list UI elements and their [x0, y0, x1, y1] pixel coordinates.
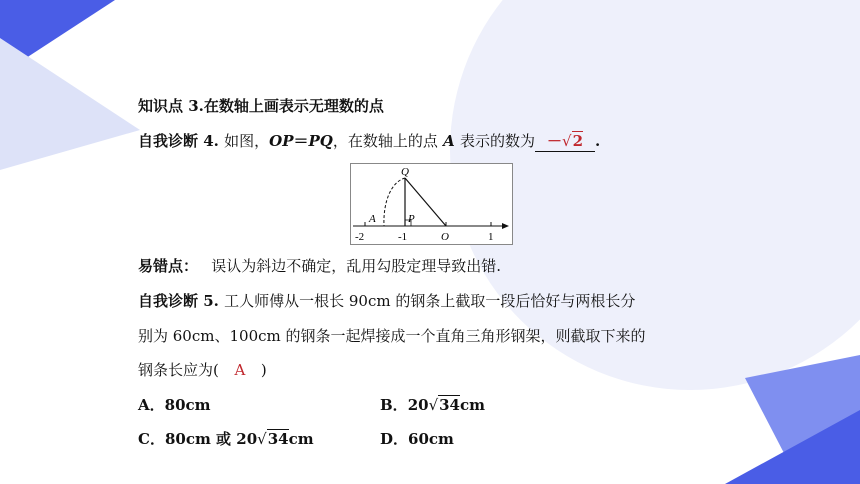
- choice-c-unit: cm: [288, 430, 314, 448]
- q4-answer-sqrt: [562, 131, 583, 151]
- knowledge-point-heading: [138, 96, 384, 116]
- choice-a-value: 80cm: [164, 396, 211, 414]
- choice-a[interactable]: [138, 395, 211, 415]
- number-line-figure: [350, 163, 513, 245]
- q5-answer: A: [234, 361, 246, 379]
- arc-dashed: [384, 178, 405, 226]
- choice-b-radicand: 34: [439, 396, 460, 414]
- choice-c[interactable]: [138, 429, 314, 449]
- choice-c-label: C．: [138, 430, 165, 448]
- question-5-line-1: [138, 291, 635, 311]
- q4-end: .: [595, 132, 601, 150]
- q4-eq: ＝: [293, 132, 309, 150]
- q4-text-1: 如图，: [224, 132, 270, 150]
- number-line-diagram: [351, 164, 512, 244]
- sqrt-sign-icon: √: [257, 430, 267, 448]
- q4-answer-radicand: 2: [572, 132, 584, 150]
- sqrt-sign-icon: √: [428, 396, 439, 414]
- choice-b-sqrt: [429, 395, 460, 415]
- choice-d-value: 60cm: [408, 430, 454, 448]
- question-5-line-2: [138, 326, 646, 346]
- label-Q: Q: [401, 166, 409, 178]
- choice-b-coef: 20: [407, 396, 429, 414]
- tick-label-minus-1: -1: [398, 231, 408, 243]
- q4-prefix: 自我诊断 4.: [138, 132, 219, 150]
- q5-line-2: 别为 60cm、100cm 的钢条一起焊接成一个直角三角形钢架，则截取下来的: [138, 327, 646, 345]
- error-point-text: 误认为斜边不确定，乱用勾股定理导致出错.: [211, 257, 502, 275]
- choice-d-label: D．: [380, 430, 409, 448]
- heading-text: 知识点 3.在数轴上画表示无理数的点: [138, 97, 384, 115]
- choice-c-value: 80cm 或: [164, 430, 237, 448]
- tick-label-origin: O: [441, 231, 449, 243]
- choice-c-sqrt: [257, 429, 288, 449]
- label-A: A: [369, 213, 376, 225]
- q5-prefix: 自我诊断 5.: [138, 292, 219, 310]
- q4-answer-minus: －: [547, 132, 563, 150]
- question-4: [138, 131, 600, 152]
- error-point-label: 易错点：: [138, 257, 199, 275]
- sqrt-sign-icon: √: [562, 132, 572, 150]
- choice-b-label: B．: [380, 396, 408, 414]
- left-pale-triangle-decoration: [0, 38, 140, 170]
- choice-c-radicand: 34: [267, 430, 289, 448]
- label-P: P: [408, 213, 415, 225]
- tick-label-1: 1: [488, 231, 494, 243]
- axis-arrow-icon: [502, 223, 509, 229]
- question-5-line-3: [138, 360, 267, 380]
- q4-point: A: [443, 132, 455, 150]
- q4-answer-blank: [535, 131, 595, 152]
- tick-label-minus-2: -2: [355, 231, 365, 243]
- q4-op: OP: [269, 132, 294, 150]
- q4-text-3: 表示的数为: [460, 132, 536, 150]
- choice-d[interactable]: [380, 429, 454, 449]
- choice-b-unit: cm: [460, 396, 486, 414]
- q4-text-2: ，在数轴上的点: [332, 132, 438, 150]
- choice-c-coef: 20: [236, 430, 258, 448]
- error-point: [138, 256, 501, 276]
- choice-a-label: A．: [138, 396, 165, 414]
- q5-line-1: 工人师傅从一根长 90cm 的钢条上截取一段后恰好与两根长分: [224, 292, 636, 310]
- choice-b[interactable]: [380, 395, 485, 415]
- q4-pq: PQ: [308, 132, 333, 150]
- q5-line-3a: 钢条长应为(: [138, 361, 219, 379]
- q5-line-3b: ): [260, 361, 267, 379]
